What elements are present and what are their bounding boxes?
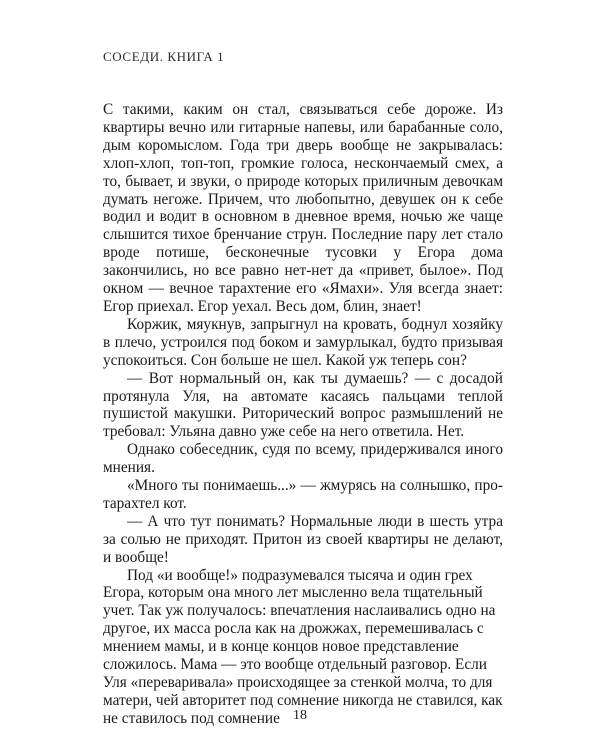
paragraph: С такими, каким он стал, связываться себе дороже. Из квартиры вечно или гитарные напевы, или барабанные соло, дым коромыслом. Года три дверь вообще не закрывалась: хлоп-хлоп, топ-топ, громкие голоса, нескончаемый смех, а то, бывает, и звуки, о природе которых приличным девочкам думать негоже. Причем, что любопытно, девушек он к себе водил и водит в основном в дневное время, ночью же чаще слышится тихое бренчание струн. Последние пару лет стало вроде потише, бесконечные тусовки у Егора дома закончились, но все равно нет-нет да «привет, былое». Под окном — вечное тарахтение его «Ямахи». Уля всегда знает: Егор приехал. Егор уехал. Весь дом, блин, знает! <box>103 101 503 315</box>
page-number: 18 <box>293 708 307 723</box>
paragraph: Под «и вообще!» подразумевался тысяча и один грех Егора, которым она много лет мысленно вела тщательный учет. Так уж получалось: впечатления наслаивались одно на другое, их масса росла как на дрожжах, перемешивалась с мнением мамы, и в конце концов новое представление сложилось. Мама — это вообще отдельный разговор. Если Уля «переваривала» происходящее за стенкой молча, то для матери, чей авторитет под сомнение никогда не ставился, как не ставилось под сомнение <box>103 566 503 727</box>
paragraph: Однако собеседник, судя по всему, придерживался иного мнения. <box>103 441 503 477</box>
running-head: СОСЕДИ. КНИГА 1 <box>103 49 225 64</box>
paragraph: Коржик, мяукнув, запрыгнул на кровать, боднул хозяйку в плечо, устроился под боком и замурлыкал, будто призывая успокоиться. Сон больше не шел. Какой уж теперь сон? <box>103 315 503 369</box>
paragraph: «Много ты понимаешь...» — жмурясь на солнышко, протарахтел кот. <box>103 477 503 512</box>
paragraph: — А что тут понимать? Нормальные люди в шесть утра за солью не приходят. Притон из своей квартиры не делают, и вообще! <box>103 512 503 566</box>
body-text <box>103 101 503 728</box>
paragraph: — Вот нормальный он, как ты думаешь? — с досадой протянула Уля, на автомате касаясь пальцами теплой пушистой макушки. Риторический вопрос размышлений не требовал: Ульяна давно уже себе на него ответила. Нет. <box>103 369 503 441</box>
